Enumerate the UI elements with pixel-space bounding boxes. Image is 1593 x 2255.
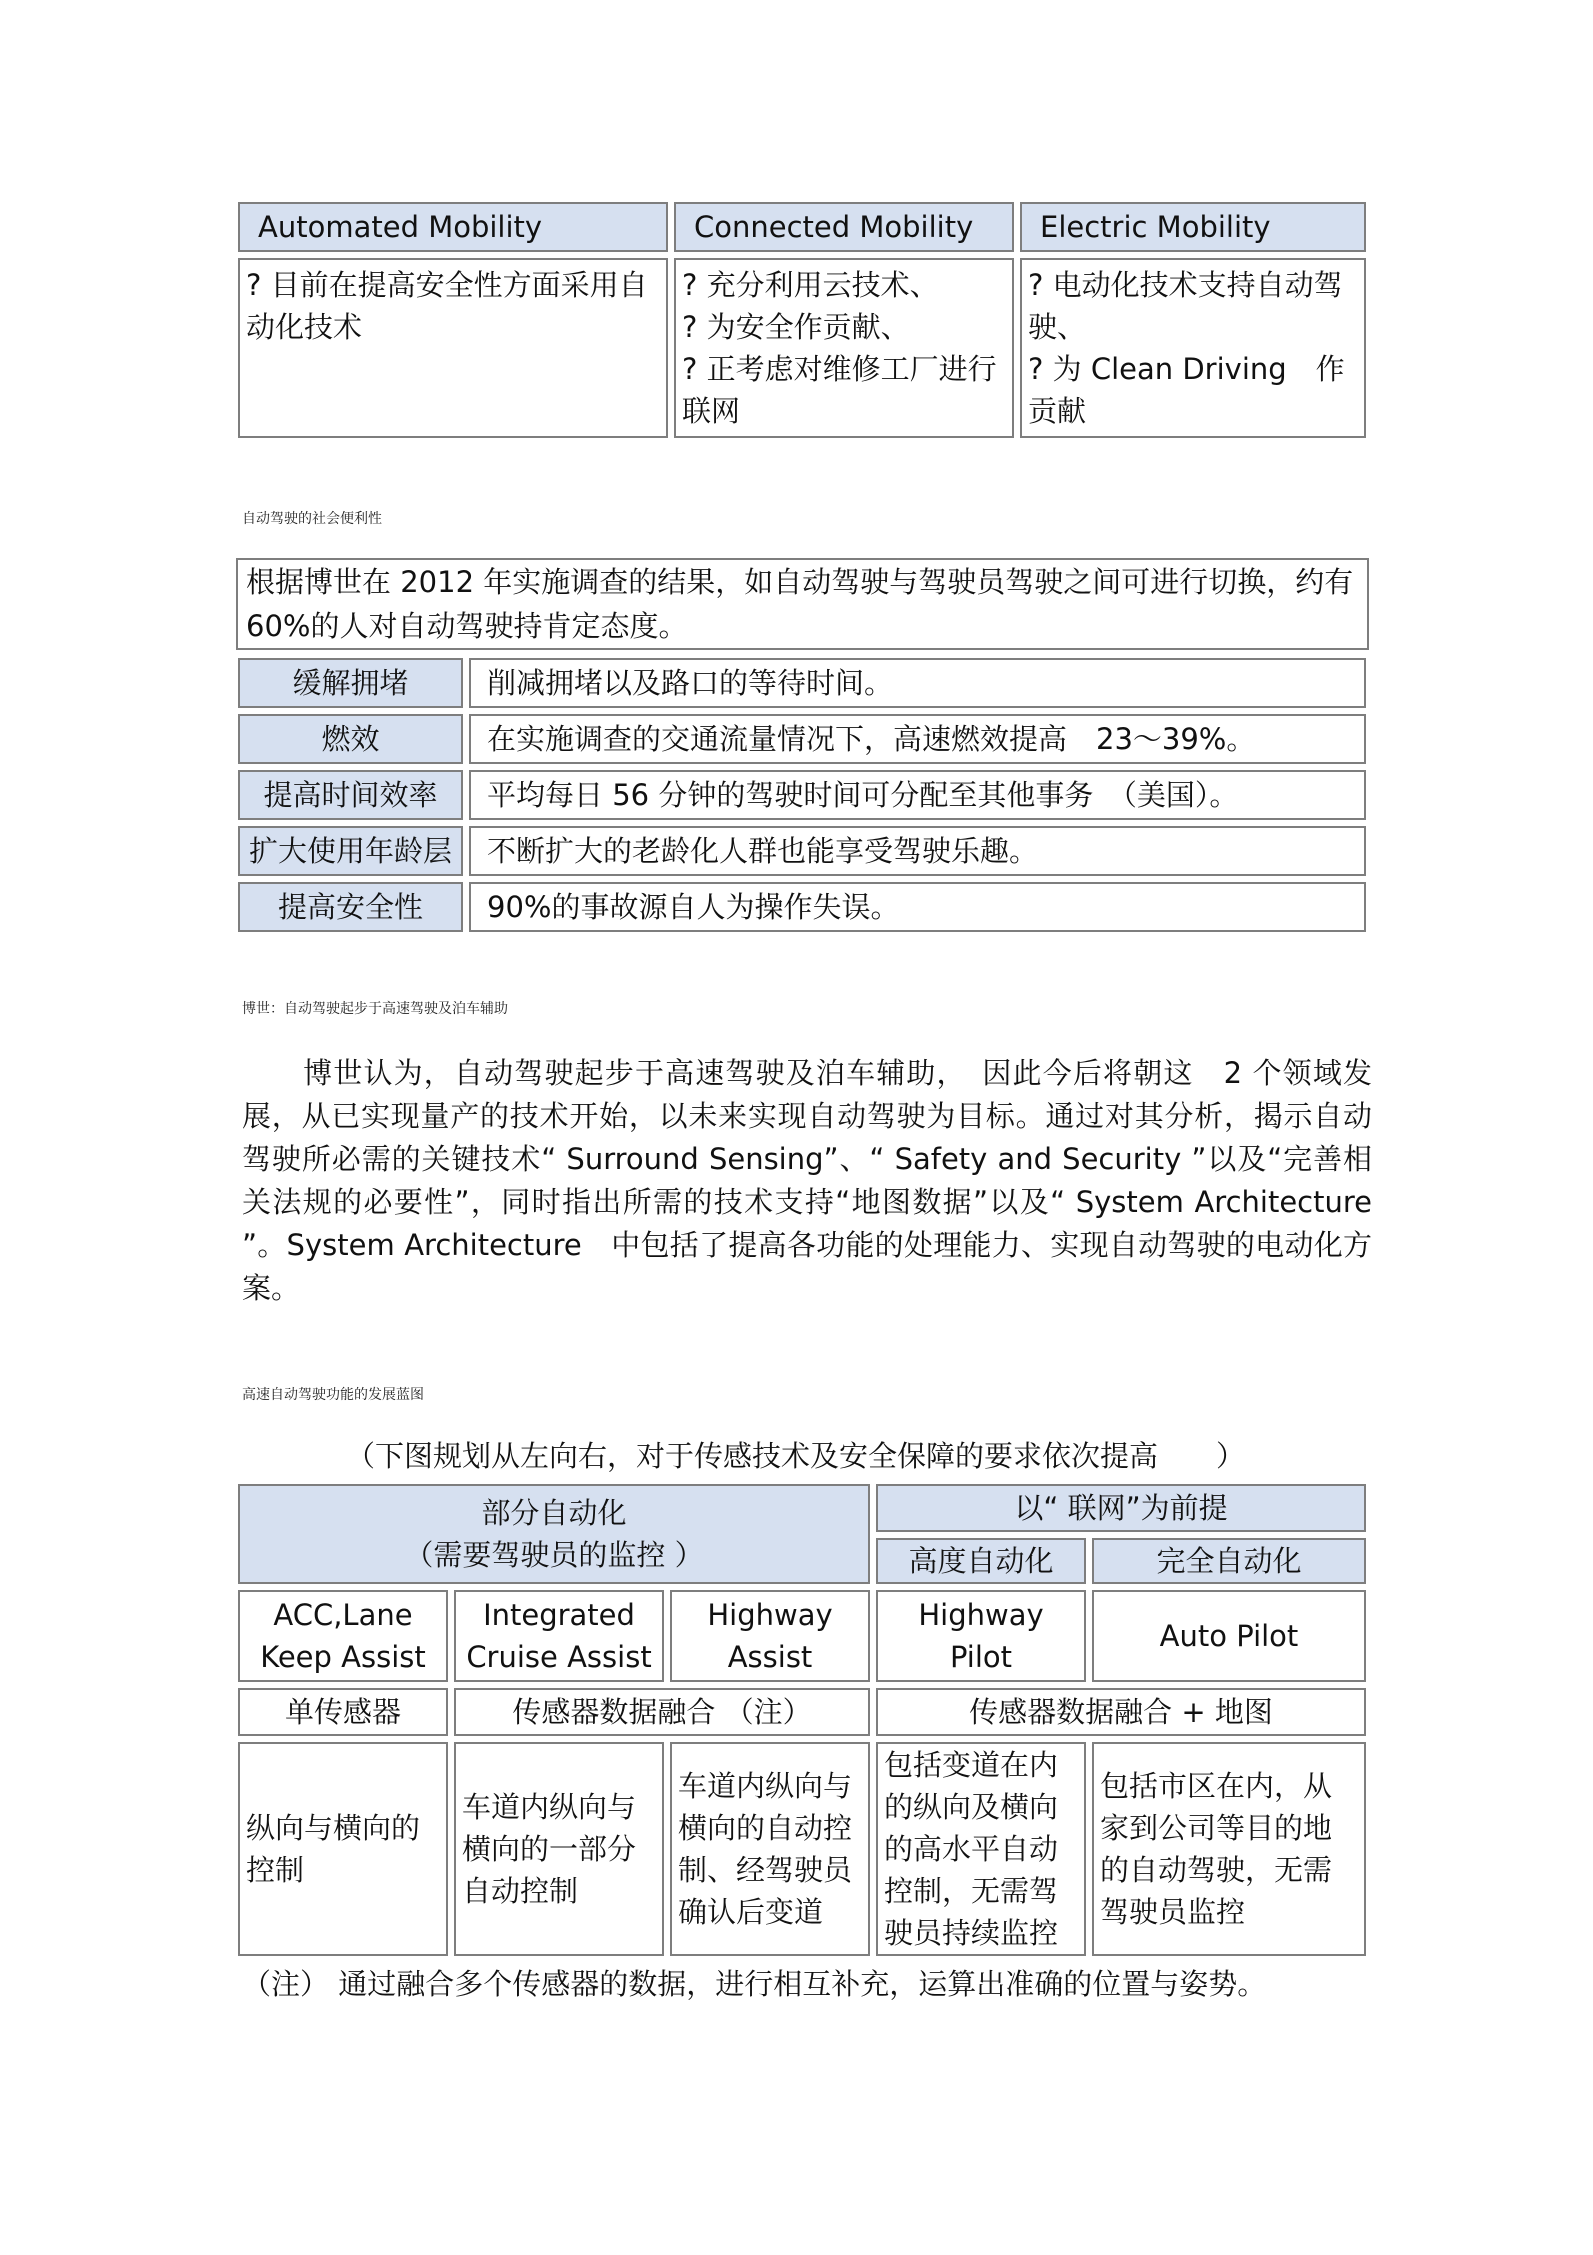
- description-cell: 包括市区在内，从家到公司等目的地的自动驾驶，无需驾驶员监控: [1092, 1742, 1366, 1956]
- description-cell: 纵向与横向的控制: [238, 1742, 448, 1956]
- function-cell: Highway Assist: [670, 1590, 870, 1682]
- row-label: 提高时间效率: [238, 770, 463, 820]
- high-automation-header: 高度自动化: [876, 1538, 1086, 1584]
- roadmap-table: [232, 1478, 1372, 1962]
- function-cell: Integrated Cruise Assist: [454, 1590, 664, 1682]
- section-note: 博世：自动驾驶起步于高速驾驶及泊车辅助: [242, 1001, 508, 1017]
- table-row: [238, 882, 1366, 932]
- table-row: [238, 714, 1366, 764]
- row-value: 不断扩大的老龄化人群也能享受驾驶乐趣。: [469, 826, 1366, 876]
- table-row: [238, 658, 1366, 708]
- survey-intro: 根据博世在 2012 年实施调查的结果，如自动驾驶与驾驶员驾驶之间可进行切换，约有 60%的人对自动驾驶持肯定态度。: [236, 558, 1369, 650]
- sensor-cell: 传感器数据融合 + 地图: [876, 1688, 1366, 1736]
- function-cell: ACC,Lane Keep Assist: [238, 1590, 448, 1682]
- row-value: 在实施调查的交通流量情况下，高速燃效提高 23～39%。: [469, 714, 1366, 764]
- table-row: [238, 1688, 1366, 1736]
- table-row: [238, 1742, 1366, 1956]
- table-cell: [1020, 258, 1366, 438]
- table-header-cell: Connected Mobility: [674, 202, 1014, 252]
- roadmap-footnote: （注） 通过融合多个传感器的数据，进行相互补充，运算出准确的位置与姿势。: [242, 1967, 1267, 2001]
- table-header-cell: Electric Mobility: [1020, 202, 1366, 252]
- description-cell: 车道内纵向与横向的自动控制、经驾驶员确认后变道: [670, 1742, 870, 1956]
- function-cell: Highway Pilot: [876, 1590, 1086, 1682]
- table-row: [238, 202, 1366, 252]
- row-value: 平均每日 56 分钟的驾驶时间可分配至其他事务 （美国）。: [469, 770, 1366, 820]
- description-cell: 车道内纵向与横向的一部分自动控制: [454, 1742, 664, 1956]
- body-paragraph: [242, 1052, 1372, 1310]
- table-row: [238, 1590, 1366, 1682]
- row-label: 燃效: [238, 714, 463, 764]
- table-header-cell: Automated Mobility: [238, 202, 668, 252]
- cell-line: ? 充分利用云技术、: [682, 268, 939, 302]
- sensor-cell: 单传感器: [238, 1688, 448, 1736]
- table-cell: [674, 258, 1014, 438]
- roadmap-caption: （下图规划从左向右，对于传感技术及安全保障的要求依次提高 ）: [346, 1439, 1246, 1473]
- mobility-table: [232, 196, 1372, 444]
- row-value: 削减拥堵以及路口的等待时间。: [469, 658, 1366, 708]
- row-label: 提高安全性: [238, 882, 463, 932]
- function-cell: Auto Pilot: [1092, 1590, 1366, 1682]
- row-label: 缓解拥堵: [238, 658, 463, 708]
- section-note: 高速自动驾驶功能的发展蓝图: [242, 1387, 424, 1403]
- row-label: 扩大使用年龄层: [238, 826, 463, 876]
- full-automation-header: 完全自动化: [1092, 1538, 1366, 1584]
- table-row: [238, 770, 1366, 820]
- header-subtitle: （需要驾驶员的监控 ）: [404, 1538, 704, 1572]
- table-row: [238, 1484, 1366, 1532]
- survey-table: [232, 652, 1372, 938]
- cell-line: ? 为 Clean Driving 作贡献: [1028, 352, 1345, 428]
- section-note: 自动驾驶的社会便利性: [242, 511, 382, 527]
- description-cell: 包括变道在内的纵向及横向的高水平自动控制，无需驾驶员持续监控: [876, 1742, 1086, 1956]
- table-row: [238, 258, 1366, 438]
- row-value: 90%的事故源自人为操作失误。: [469, 882, 1366, 932]
- cell-line: ? 正考虑对维修工厂进行联网: [682, 352, 997, 428]
- cell-line: ? 为安全作贡献、: [682, 310, 910, 344]
- table-cell: [238, 258, 668, 438]
- header-title: 部分自动化: [481, 1496, 627, 1530]
- cell-line: ? 目前在提高安全性方面采用自动化技术: [246, 268, 648, 344]
- paragraph-text: 博世认为，自动驾驶起步于高速驾驶及泊车辅助， 因此今后将朝这 2 个领域发展，从已实现量产的技术开始，以未来实现自动驾驶为目标。通过对其分析，揭示自动驾驶所必需的关键技术“ Surround Sensing”、“ Safety and Security ”以及“完善相关法规的必要性”，同时指出所需的技术支持“地图数据”以及“ System Architecture ”。System Architecture 中包括了提高各功能的处理能力、实现自动驾驶的电动化方案。: [242, 1056, 1372, 1305]
- partial-automation-header: [238, 1484, 870, 1584]
- sensor-cell: 传感器数据融合 （注）: [454, 1688, 870, 1736]
- connected-premise-header: 以“ 联网”为前提: [876, 1484, 1366, 1532]
- cell-line: ? 电动化技术支持自动驾驶、: [1028, 268, 1343, 344]
- table-row: [238, 826, 1366, 876]
